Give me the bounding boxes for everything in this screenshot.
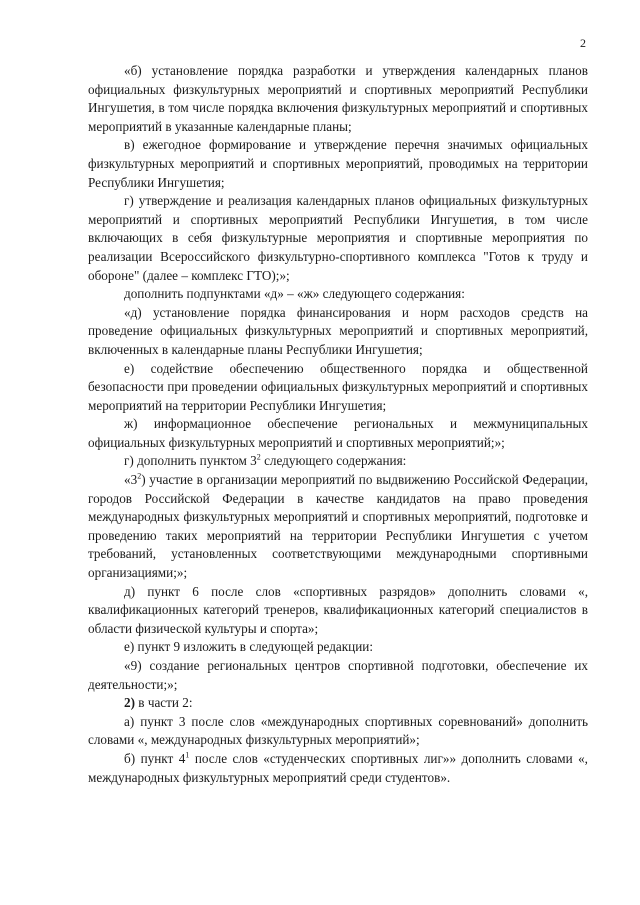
text-fragment: после слов «студенческих спортивных лиг»» дополнить словами «, международных физкультурных мероприятий среди студентов». <box>88 750 588 785</box>
paragraph-d-point-6: д) пункт 6 после слов «спортивных разрядов» дополнить словами «, квалификационных категорий тренеров, квалификационных категорий специалистов в области физической культуры и спорта»; <box>88 583 588 636</box>
paragraph-v: в) ежегодное формирование и утверждение перечня значимых официальных физкультурных мероприятий и спортивных мероприятий, проводимых на территории Республики Ингушетия; <box>88 137 588 190</box>
text-fragment: в части 2: <box>135 695 193 711</box>
document-body <box>88 62 588 787</box>
text-fragment: г) дополнить пунктом 3 <box>124 453 257 469</box>
page-number: 2 <box>580 36 586 50</box>
paragraph-b: «б) установление порядка разработки и утверждения календарных планов официальных физкультурных мероприятий и спортивных мероприятий Республики Ингушетия, в том числе порядка включения физкультурных мероприятий и спортивных мероприятий в указанные календарные планы; <box>88 63 588 134</box>
paragraph-e-point-9: е) пункт 9 изложить в следующей редакции: <box>124 639 374 655</box>
text-fragment: следующего содержания: <box>260 453 407 469</box>
paragraph-add-subpoints: дополнить подпунктами «д» – «ж» следующего содержания: <box>124 286 465 302</box>
text-fragment: б) пункт 4 <box>124 750 186 766</box>
text-fragment: «3 <box>124 472 138 488</box>
paragraph-point-3-2 <box>88 471 588 583</box>
paragraph-e: е) содействие обеспечению общественного порядка и общественной безопасности при проведении официальных физкультурных мероприятий и спортивных мероприятий на территории Республики Ингушетия; <box>88 360 588 413</box>
paragraph-b-point-4-1 <box>88 750 588 787</box>
paragraph-g: г) утверждение и реализация календарных планов официальных физкультурных мероприятий и спортивных мероприятий Республики Ингушетия, в том числе включающих в себя физкультурные мероприятия и спортивные мероприятия по реализации Всероссийского физкультурно-спортивного комплекса "Готов к труду и обороне" (далее – комплекс ГТО);»; <box>88 193 588 283</box>
superscript: 1 <box>185 750 190 760</box>
superscript: 2 <box>256 453 261 463</box>
paragraph-add-point-3-2 <box>88 452 588 471</box>
paragraph-a-point-3: а) пункт 3 после слов «международных спортивных соревнований» дополнить словами «, международных физкультурных мероприятий»; <box>88 713 588 748</box>
paragraph-part-2 <box>88 694 588 713</box>
paragraph-point-9-text: «9) создание региональных центров спортивной подготовки, обеспечение их деятельности;»; <box>88 658 588 692</box>
text-fragment: ) участие в организации мероприятий по выдвижению Российской Федерации, городов Российской Федерации в качестве кандидатов на право проведения международных физкультурных мероприятий и спортивных мероприятий, подготовке и проведению таких мероприятий на территории Республики Ингушетия с учетом требований, установленных соответствующими международными спортивными организациями;»; <box>88 472 588 581</box>
bold-number: 2) <box>124 695 135 711</box>
paragraph-d: «д) установление порядка финансирования и норм расходов средств на проведение официальных физкультурных мероприятий и спортивных мероприятий, включенных в календарные планы Республики Ингушетия; <box>88 304 588 357</box>
superscript: 2 <box>137 471 142 481</box>
paragraph-zh: ж) информационное обеспечение региональных и межмуниципальных официальных физкультурных мероприятий и спортивных мероприятий;»; <box>88 416 588 450</box>
